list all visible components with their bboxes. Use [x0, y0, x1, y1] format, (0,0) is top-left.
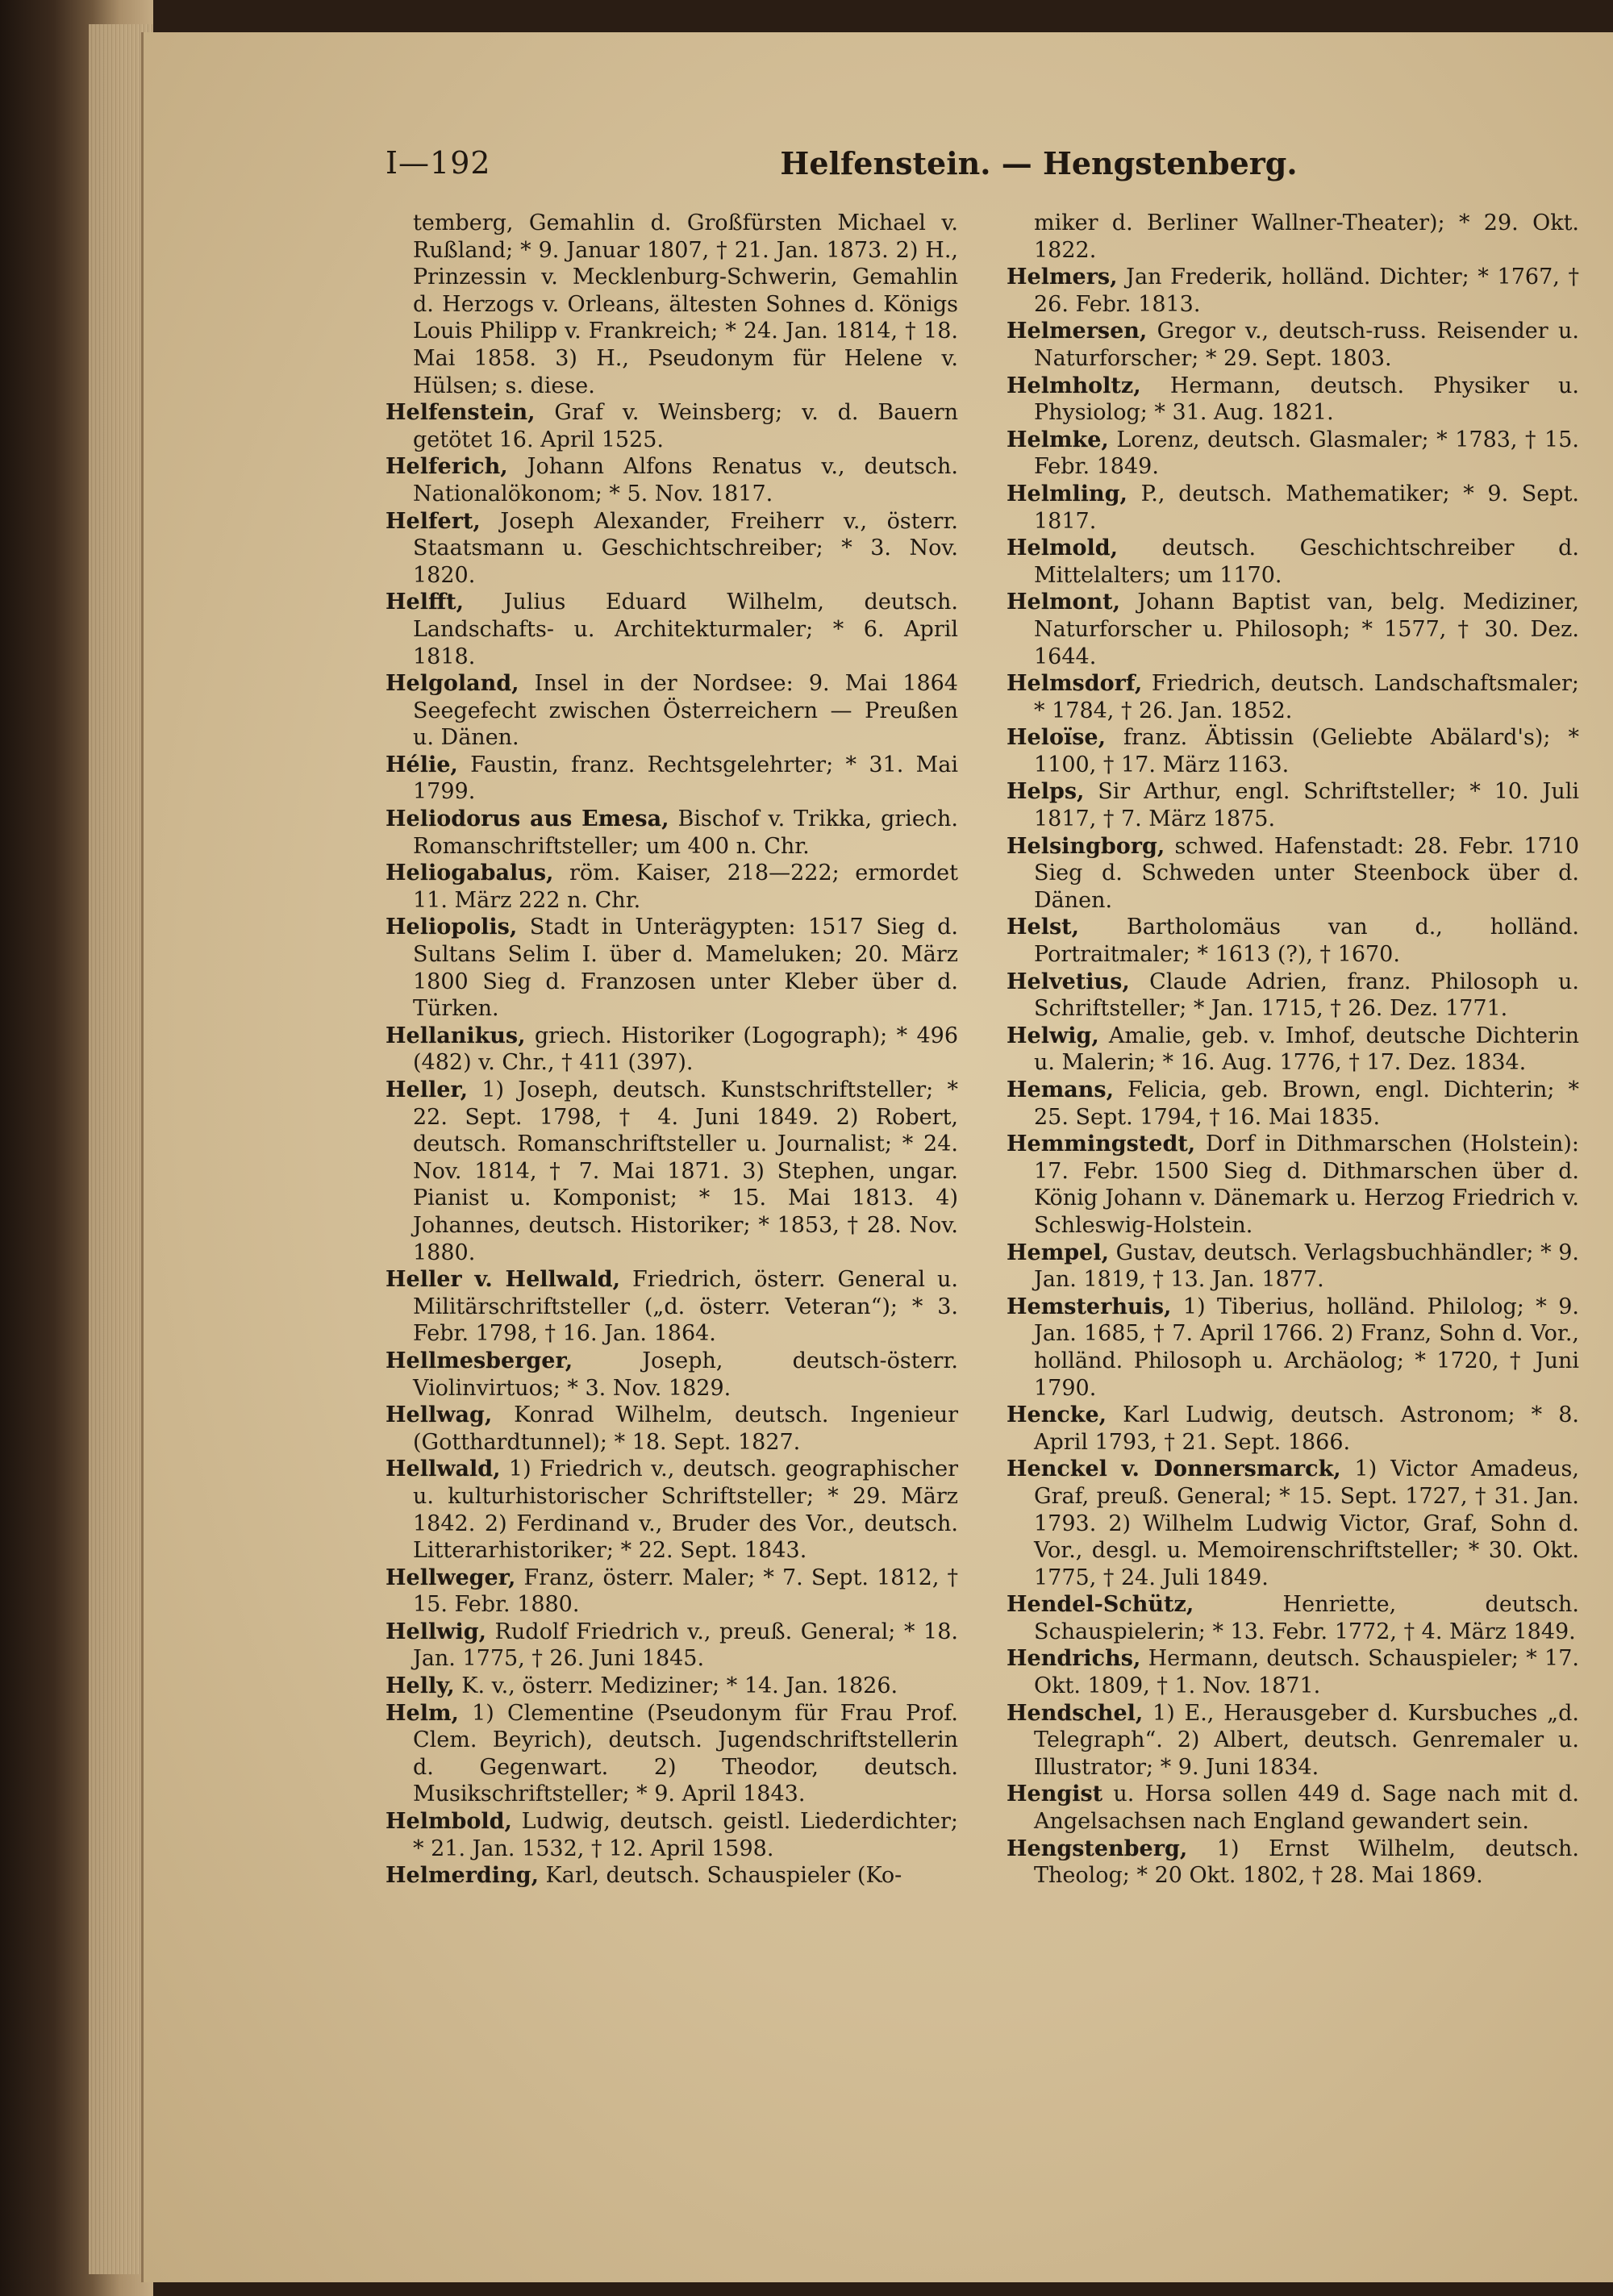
- dictionary-entry: [1007, 318, 1579, 372]
- entry-text: Julius Eduard Wilhelm, deutsch. Landschafts- u. Architekturmaler; * 6. April 1818.: [413, 590, 958, 669]
- entry-text: miker d. Berliner Wallner-Theater); * 29. Okt. 1822.: [1034, 210, 1579, 263]
- dictionary-entry: [386, 1808, 958, 1862]
- entry-text: Friedrich, österr. General u. Militärschriftsteller („d. österr. Veteran“); * 3. Febr. 1798, † 16. Jan. 1864.: [413, 1267, 958, 1347]
- entry-text: Joseph, deutsch-österr. Violinvirtuos; * 3. Nov. 1829.: [413, 1348, 958, 1401]
- entry-text: Bartholomäus van d., holländ. Portraitmaler; * 1613 (?), † 1670.: [1034, 915, 1579, 968]
- entry-headword: Hendrichs,: [1007, 1646, 1141, 1672]
- entry-headword: Hengist: [1007, 1781, 1103, 1807]
- dictionary-entry: [1007, 481, 1579, 535]
- entry-headword: Hemmingstedt,: [1007, 1131, 1196, 1157]
- dictionary-entry: [1007, 778, 1579, 832]
- entry-headword: Helfenstein,: [386, 400, 536, 426]
- entry-headword: Helmers,: [1007, 265, 1118, 290]
- entry-headword: Heliopolis,: [386, 915, 518, 940]
- dictionary-columns: [386, 210, 1579, 2186]
- dictionary-entry: [386, 1700, 958, 1808]
- dictionary-entry: [386, 1077, 958, 1266]
- entry-text: Insel in der Nordsee: 9. Mai 1864 Seegefecht zwischen Österreichern — Preußen u. Dänen.: [413, 671, 958, 751]
- dictionary-entry: [386, 860, 958, 914]
- entry-text: röm. Kaiser, 218—222; ermordet 11. März 222 n. Chr.: [413, 860, 958, 913]
- dictionary-entry: [386, 914, 958, 1022]
- entry-text: 1) Victor Amadeus, Graf, preuß. General; * 15. Sept. 1727, † 31. Jan. 1793. 2) Wilhelm Ludwig Victor, Graf, Sohn d. Vor., desgl. u. Memoirenschriftsteller; * 30. Okt. 1775, † 24. Juli 1849.: [1034, 1456, 1579, 1590]
- entry-text: franz. Äbtissin (Geliebte Abälard's); * 1100, † 17. März 1163.: [1034, 725, 1579, 777]
- entry-text: Faustin, franz. Rechtsgelehrter; * 31. Mai 1799.: [413, 752, 958, 805]
- entry-headword: Helly,: [386, 1673, 455, 1699]
- dictionary-entry: [1007, 1402, 1579, 1456]
- dictionary-entry: [1007, 1591, 1579, 1645]
- running-head-title: Helfenstein. — Hengstenberg.: [780, 145, 1298, 181]
- entry-headword: Hellwald,: [386, 1456, 501, 1482]
- entry-text: 1) Tiberius, holländ. Philolog; * 9. Jan. 1685, † 7. April 1766. 2) Franz, Sohn d. Vor., holländ. Philosoph u. Archäolog; * 1720, † Juni 1790.: [1034, 1294, 1579, 1401]
- page-content: [386, 137, 1579, 2234]
- entry-headword: Helmsdorf,: [1007, 671, 1143, 697]
- entry-headword: Helmersen,: [1007, 319, 1148, 344]
- dictionary-entry: [1007, 1700, 1579, 1781]
- dictionary-entry: [1007, 914, 1579, 968]
- entry-text: Felicia, geb. Brown, engl. Dichterin; * 25. Sept. 1794, † 16. Mai 1835.: [1034, 1077, 1579, 1130]
- entry-text: Ludwig, deutsch. geistl. Liederdichter; * 21. Jan. 1532, † 12. April 1598.: [413, 1809, 958, 1861]
- entry-headword: Helmbold,: [386, 1809, 512, 1835]
- entry-headword: Heloïse,: [1007, 725, 1106, 751]
- entry-text: u. Horsa sollen 449 d. Sage nach mit d. Angelsachsen nach England gewandert sein.: [1034, 1781, 1579, 1835]
- book-page: [141, 32, 1613, 2282]
- entry-headword: Hendel-Schütz,: [1007, 1592, 1194, 1618]
- entry-headword: Helmling,: [1007, 481, 1127, 506]
- entry-headword: Hellanikus,: [386, 1023, 526, 1048]
- entry-headword: Helm,: [386, 1700, 459, 1726]
- entry-text: Dorf in Dithmarschen (Holstein): 17. Febr. 1500 Sieg d. Dithmarschen über d. König Johann v. Dänemark u. Herzog Friedrich v. Schleswig-Holstein.: [1034, 1131, 1579, 1238]
- entry-text: 1) Joseph, deutsch. Kunstschriftsteller; * 22. Sept. 1798, † 4. Juni 1849. 2) Robert, deutsch. Romanschriftsteller u. Journalist; * 24. Nov. 1814, † 7. Mai 1871. 3) Stephen, ungar. Pianist u. Komponist; * 15. Mai 1813. 4) Johannes, deutsch. Historiker; * 1853, † 28. Nov. 1880.: [413, 1077, 958, 1265]
- entry-text: temberg, Gemahlin d. Großfürsten Michael v. Rußland; * 9. Januar 1807, † 21. Jan. 1873. 2) H., Prinzessin v. Mecklenburg-Schwerin, Gemahlin d. Herzogs v. Orleans, ältesten Sohnes d. Königs Louis Philipp v. Frankreich; * 24. Jan. 1814, † 18. Mai 1858. 3) H., Pseudonym für Helene v. Hülsen; s. diese.: [413, 210, 958, 398]
- entry-headword: Hellwig,: [386, 1619, 486, 1644]
- dictionary-entry: [386, 1402, 958, 1456]
- entry-text: Franz, österr. Maler; * 7. Sept. 1812, † 15. Febr. 1880.: [413, 1565, 958, 1618]
- dictionary-entry: [386, 589, 958, 670]
- dictionary-entry: [1007, 1131, 1579, 1239]
- dictionary-entry: [386, 670, 958, 752]
- entry-text: Henriette, deutsch. Schauspielerin; * 13. Febr. 1772, † 4. März 1849.: [1034, 1592, 1579, 1644]
- entry-text: Hermann, deutsch. Schauspieler; * 17. Okt. 1809, † 1. Nov. 1871.: [1034, 1646, 1579, 1699]
- dictionary-entry: [1007, 969, 1579, 1023]
- dictionary-entry: [386, 1456, 958, 1564]
- entry-headword: Hellweger,: [386, 1565, 516, 1590]
- dictionary-entry: [386, 453, 958, 507]
- entry-headword: Helsingborg,: [1007, 833, 1165, 859]
- entry-text: schwed. Hafenstadt: 28. Febr. 1710 Sieg d. Schweden unter Steenbock über d. Dänen.: [1034, 833, 1579, 913]
- entry-headword: Heliogabalus,: [386, 860, 554, 886]
- dictionary-entry: [1007, 427, 1579, 481]
- dictionary-entry: [1007, 724, 1579, 778]
- entry-headword: Hélie,: [386, 752, 458, 777]
- entry-text: Joseph Alexander, Freiherr v., österr. Staatsmann u. Geschichtschreiber; * 3. Nov. 1820.: [413, 508, 958, 588]
- dictionary-entry: [1007, 670, 1579, 724]
- entry-text: 1) Ernst Wilhelm, deutsch. Theolog; * 20 Okt. 1802, † 28. Mai 1869.: [1034, 1836, 1579, 1889]
- dictionary-entry: [386, 1673, 958, 1700]
- entry-headword: Hempel,: [1007, 1240, 1109, 1265]
- entry-text: Stadt in Unterägypten: 1517 Sieg d. Sultans Selim I. über d. Mameluken; 20. März 1800 Sieg d. Franzosen unter Kleber über d. Türken.: [413, 915, 958, 1022]
- entry-headword: Hellmesberger,: [386, 1348, 573, 1373]
- entry-text: Johann Baptist van, belg. Mediziner, Naturforscher u. Philosoph; * 1577, † 30. Dez. 1644.: [1034, 590, 1579, 669]
- entry-headword: Helferich,: [386, 454, 508, 480]
- dictionary-entry: [386, 210, 958, 399]
- dictionary-entry: [386, 1862, 958, 1890]
- entry-text: Amalie, geb. v. Imhof, deutsche Dichterin u. Malerin; * 16. Aug. 1776, † 17. Dez. 1834.: [1034, 1023, 1579, 1076]
- right-column: [1007, 210, 1579, 1890]
- entry-headword: Hellwag,: [386, 1402, 493, 1428]
- entry-headword: Helfert,: [386, 508, 481, 534]
- dictionary-entry: [386, 806, 958, 860]
- entry-text: Karl Ludwig, deutsch. Astronom; * 8. April 1793, † 21. Sept. 1866.: [1034, 1402, 1579, 1455]
- dictionary-entry: [1007, 210, 1579, 264]
- entry-headword: Helmke,: [1007, 427, 1109, 452]
- entry-headword: Helmholtz,: [1007, 373, 1141, 398]
- entry-text: 1) Friedrich v., deutsch. geographischer u. kulturhistorischer Schriftsteller; * 29. März 1842. 2) Ferdinand v., Bruder des Vor., deutsch. Litterarhistoriker; * 22. Sept. 1843.: [413, 1456, 958, 1564]
- entry-text: Rudolf Friedrich v., preuß. General; * 18. Jan. 1775, † 26. Juni 1845.: [413, 1619, 958, 1672]
- entry-text: Hermann, deutsch. Physiker u. Physiolog; * 31. Aug. 1821.: [1034, 373, 1579, 426]
- entry-headword: Helfft,: [386, 590, 464, 615]
- dictionary-entry: [1007, 373, 1579, 427]
- dictionary-entry: [1007, 1077, 1579, 1131]
- entry-headword: Heller v. Hellwald,: [386, 1267, 621, 1293]
- entry-text: P., deutsch. Mathematiker; * 9. Sept. 1817.: [1034, 481, 1579, 534]
- entry-headword: Helwig,: [1007, 1023, 1099, 1048]
- entry-headword: Hencke,: [1007, 1402, 1107, 1428]
- dictionary-entry: [1007, 589, 1579, 670]
- entry-headword: Helmerding,: [386, 1863, 539, 1889]
- entry-headword: Helgoland,: [386, 671, 519, 697]
- entry-text: Gregor v., deutsch-russ. Reisender u. Naturforscher; * 29. Sept. 1803.: [1034, 319, 1579, 371]
- dictionary-entry: [386, 752, 958, 806]
- dictionary-entry: [1007, 1781, 1579, 1835]
- entry-headword: Helvetius,: [1007, 969, 1130, 994]
- entry-text: 1) E., Herausgeber d. Kursbuches „d. Telegraph“. 2) Albert, deutsch. Genremaler u. Illustrator; * 9. Juni 1834.: [1034, 1700, 1579, 1780]
- dictionary-entry: [386, 508, 958, 590]
- dictionary-entry: [1007, 535, 1579, 589]
- entry-text: Claude Adrien, franz. Philosoph u. Schriftsteller; * Jan. 1715, † 26. Dez. 1771.: [1034, 969, 1579, 1022]
- dictionary-entry: [1007, 1836, 1579, 1890]
- entry-text: Lorenz, deutsch. Glasmaler; * 1783, † 15. Febr. 1849.: [1034, 427, 1579, 480]
- dictionary-entry: [1007, 1294, 1579, 1402]
- entry-headword: Helmold,: [1007, 535, 1119, 561]
- entry-text: Bischof v. Trikka, griech. Romanschriftsteller; um 400 n. Chr.: [413, 806, 958, 859]
- dictionary-entry: [386, 1348, 958, 1402]
- dictionary-entry: [1007, 1645, 1579, 1699]
- entry-text: griech. Historiker (Logograph); * 496 (482) v. Chr., † 411 (397).: [413, 1023, 958, 1076]
- dictionary-entry: [386, 1565, 958, 1619]
- entry-headword: Hengstenberg,: [1007, 1836, 1188, 1861]
- entry-text: 1) Clementine (Pseudonym für Frau Prof. Clem. Beyrich), deutsch. Jugendschriftstellerin d. Gegenwart. 2) Theodor, deutsch. Musikschriftsteller; * 9. April 1843.: [413, 1700, 958, 1807]
- entry-text: Konrad Wilhelm, deutsch. Ingenieur (Gotthardtunnel); * 18. Sept. 1827.: [413, 1402, 958, 1455]
- left-column: [386, 210, 958, 1890]
- entry-headword: Hendschel,: [1007, 1700, 1144, 1726]
- entry-headword: Hemsterhuis,: [1007, 1294, 1172, 1319]
- entry-text: Gustav, deutsch. Verlagsbuchhändler; * 9. Jan. 1819, † 13. Jan. 1877.: [1034, 1240, 1579, 1293]
- page-number: I—192: [386, 145, 491, 181]
- entry-text: Johann Alfons Renatus v., deutsch. Nationalökonom; * 5. Nov. 1817.: [413, 454, 958, 506]
- running-head: [386, 137, 1579, 202]
- entry-headword: Helps,: [1007, 779, 1085, 805]
- entry-headword: Henckel v. Donnersmarck,: [1007, 1456, 1341, 1482]
- entry-text: Graf v. Weinsberg; v. d. Bauern getötet 16. April 1525.: [413, 400, 958, 452]
- entry-text: Friedrich, deutsch. Landschaftsmaler; * 1784, † 26. Jan. 1852.: [1034, 671, 1579, 723]
- dictionary-entry: [1007, 1023, 1579, 1077]
- entry-text: deutsch. Geschichtschreiber d. Mittelalters; um 1170.: [1034, 535, 1579, 588]
- dictionary-entry: [1007, 833, 1579, 915]
- entry-headword: Helst,: [1007, 915, 1080, 940]
- entry-text: Jan Frederik, holländ. Dichter; * 1767, † 26. Febr. 1813.: [1034, 265, 1579, 317]
- dictionary-entry: [386, 1266, 958, 1348]
- entry-text: Sir Arthur, engl. Schriftsteller; * 10. Juli 1817, † 7. März 1875.: [1034, 779, 1579, 832]
- dictionary-entry: [1007, 1456, 1579, 1591]
- entry-headword: Hemans,: [1007, 1077, 1114, 1102]
- entry-text: K. v., österr. Mediziner; * 14. Jan. 1826.: [454, 1673, 898, 1699]
- entry-text: Karl, deutsch. Schauspieler (Ko-: [538, 1863, 902, 1889]
- entry-headword: Heliodorus aus Emesa,: [386, 806, 669, 832]
- dictionary-entry: [386, 1023, 958, 1077]
- dictionary-entry: [386, 399, 958, 453]
- entry-headword: Heller,: [386, 1077, 469, 1102]
- dictionary-entry: [1007, 264, 1579, 318]
- dictionary-entry: [386, 1619, 958, 1673]
- entry-headword: Helmont,: [1007, 590, 1121, 615]
- dictionary-entry: [1007, 1240, 1579, 1294]
